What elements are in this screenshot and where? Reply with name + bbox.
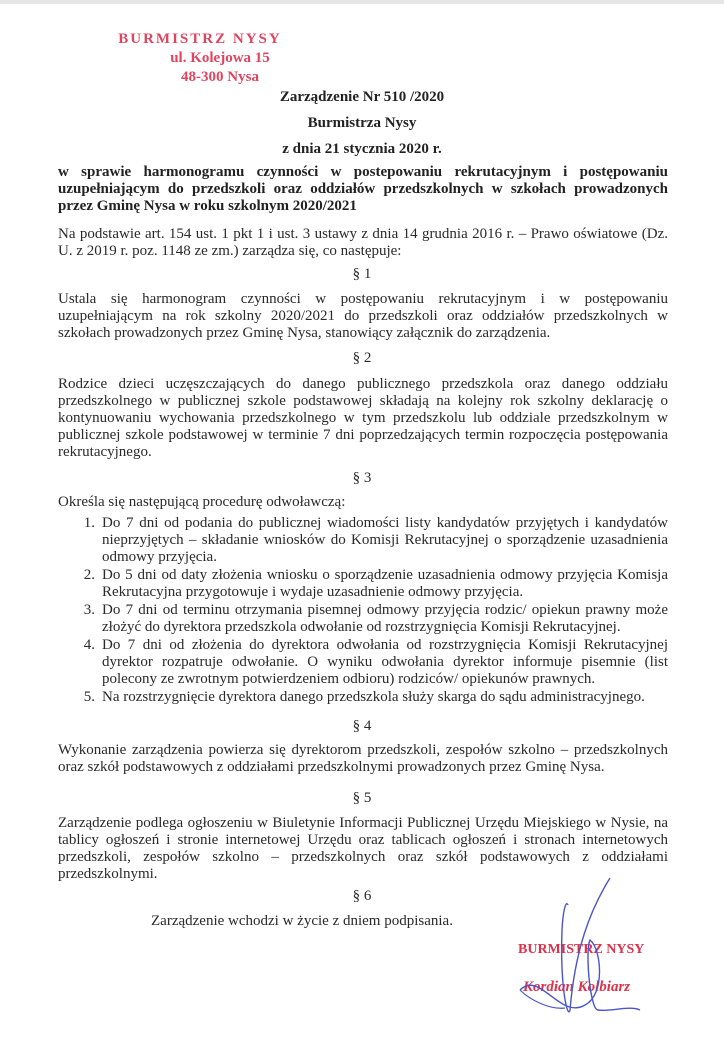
list-item-text: Na rozstrzygnięcie dyrektora danego przedszkola służy skarga do sądu administracyjnego. (102, 689, 645, 705)
list-item-number: 1. (83, 515, 95, 531)
section-1-mark: § 1 (352, 266, 372, 282)
stamp-title: BURMISTRZ NYSY (118, 31, 282, 47)
section-2-mark: § 2 (352, 350, 372, 366)
section-4-text: Wykonanie zarządzenia powierza się dyrektorom przedszkoli, zespołów szkolno – przedszkolnych oraz szkół podstawowych z oddziałami przedszkolnymi prowadzonych przez Gminę Nysa. (58, 742, 668, 775)
stamp-city: 48-300 Nysa (181, 69, 259, 85)
list-item-number: 2. (83, 567, 95, 583)
list-item (58, 689, 668, 706)
section-1-text: Ustala się harmonogram czynności w postępowaniu rekrutacyjnym i w postępowaniu uzupełniającym na rok szkolny 2020/2021 do przedszkoli oraz oddziałów przedszkolnych w szkołach prowadzonych przez Gminę Nysa, stanowiący załącznik do zarządzenia. (58, 291, 668, 341)
list-item (58, 602, 668, 636)
list-item-number: 4. (83, 637, 95, 653)
document-subject: w sprawie harmonogramu czynności w postepowaniu rekrutacyjnym i postępowaniu uzupełniającym do przedszkoli oraz oddziałów przedszkolnych w szkołach prowadzonych przez Gminę Nysa w roku szkolnym 2020/2021 (58, 164, 668, 214)
list-item-text: Do 7 dni od złożenia do dyrektora odwołania od rozstrzygnięcia Komisji Rekrutacyjnej dyrektor rozpatruje odwołanie. O wyniku odwołania dyrektor informuje pisemnie (list polecony ze zwrotnym potwierdzeniem odbioru) rodziców/ opiekunów prawnych. (102, 637, 668, 687)
signature-name: Kordian Kolbiarz (523, 979, 631, 995)
office-stamp (100, 30, 300, 86)
document-date: z dnia 21 stycznia 2020 r. (282, 141, 442, 157)
list-item-text: Do 5 dni od daty złożenia wniosku o sporządzenie uzasadnienia odmowy przyjęcia Komisja Rekrutacyjna przygotowuje i wydaje uzasadnienie odmowy przyjęcia. (102, 567, 668, 600)
list-item-text: Do 7 dni od terminu otrzymania pisemnej odmowy przyjęcia rodzic/ opiekun prawny może złożyć do dyrektora przedszkola odwołanie od rozstrzygnięcia Komisji Rekrutacyjnej. (102, 602, 668, 635)
section-5-mark: § 5 (352, 790, 372, 806)
document-title: Zarządzenie Nr 510 /2020 (279, 89, 445, 105)
document-issuer: Burmistrza Nysy (307, 115, 417, 131)
list-item-number: 3. (83, 602, 95, 618)
list-item-text: Do 7 dni od podania do publicznej wiadomości listy kandydatów przyjętych i kandydatów nieprzyjętych – składanie wniosków do Komisji Rekrutacyjnej o sporządzenie uzasadnienia odmowy przyjęcia. (102, 515, 668, 565)
signature-title: BURMISTRZ NYSY (518, 942, 645, 957)
section-3-mark: § 3 (352, 470, 372, 486)
section-6-mark: § 6 (352, 888, 372, 904)
appeal-procedure-list (58, 515, 668, 707)
section-4-mark: § 4 (352, 718, 372, 734)
section-5-text: Zarządzenie podlega ogłoszeniu w Biuletynie Informacji Publicznej Urzędu Miejskiego w Nysie, na tablicy ogłoszeń i stronie internetowej Urzędu oraz tablicach ogłoszeń i stronach internetowych przedszkoli, zespołów szkolno – przedszkolnych oraz szkół podstawowych z oddziałami przedszkolnymi. (58, 815, 668, 882)
section-2-text: Rodzice dzieci uczęszczających do danego publicznego przedszkola oraz danego oddziału przedszkolnego w publicznej szkole podstawowej składają na kolejny rok szkolny deklarację o kontynuowaniu wychowania przedszkolnego w tym przedszkolu lub oddziale przedszkolnym w publicznej szkole podstawowej w terminie 7 dni poprzedzających termin rozpoczęcia postępowania rekrutacyjnego. (58, 376, 668, 460)
stamp-street: ul. Kolejowa 15 (170, 50, 270, 66)
list-item-number: 5. (83, 689, 95, 705)
top-edge (0, 0, 724, 4)
list-item (58, 637, 668, 688)
list-item (58, 567, 668, 601)
section-3-text: Określa się następującą procedurę odwoławczą: (58, 494, 346, 510)
handwritten-signature-icon (490, 870, 670, 1020)
preamble: Na podstawie art. 154 ust. 1 pkt 1 i ust. 3 ustawy z dnia 14 grudnia 2016 r. – Prawo oświatowe (Dz. U. z 2019 r. poz. 1148 ze zm.) zarządza się, co następuje: (58, 226, 668, 259)
section-6-text: Zarządzenie wchodzi w życie z dniem podpisania. (151, 913, 453, 929)
list-item (58, 515, 668, 566)
